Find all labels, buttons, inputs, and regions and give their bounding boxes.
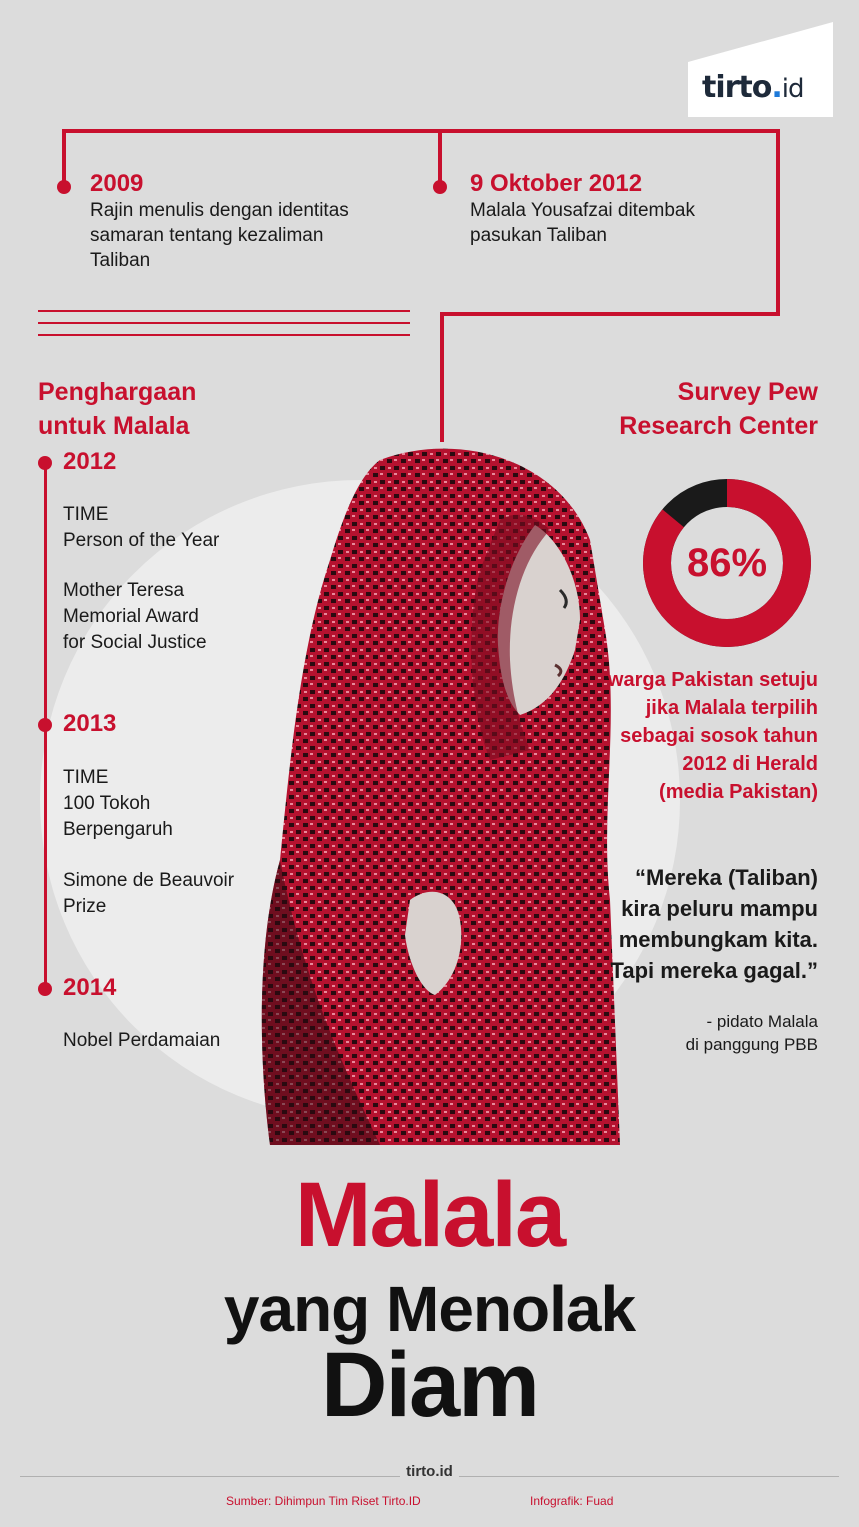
title-line-3: Diam <box>321 1334 538 1436</box>
event-desc-line: Malala Yousafzai ditembak <box>470 200 695 221</box>
award-dot-2013 <box>38 718 52 732</box>
award-dot-2012 <box>38 456 52 470</box>
survey-line: 2012 di Herald <box>682 753 818 775</box>
footer-source: Sumber: Dihimpun Tim Riset Tirto.ID <box>226 1494 421 1508</box>
divider-line <box>38 322 410 324</box>
footer-brand <box>0 1463 859 1480</box>
award-line: Memorial Award <box>63 606 199 627</box>
awards-heading-line: untuk Malala <box>38 412 190 440</box>
award-year-2012: 2012 <box>63 448 117 475</box>
tirto-logo <box>688 22 838 117</box>
event-desc-line: pasukan Taliban <box>470 225 607 246</box>
survey-donut <box>640 476 814 650</box>
quote-source-line: - pidato Malala <box>706 1012 818 1031</box>
award-block-2014 <box>63 1028 220 1054</box>
top-timeline-drop-right <box>776 129 780 314</box>
quote-source <box>560 1010 818 1056</box>
award-block-2012-a <box>63 502 219 554</box>
divider-line <box>38 334 410 336</box>
award-dot-2014 <box>38 982 52 996</box>
award-block-2013-a <box>63 765 173 843</box>
timeline-dot-2012 <box>433 180 447 194</box>
connector-vertical <box>440 312 444 442</box>
quote-line: kira peluru mampu <box>621 896 818 921</box>
award-year-2014: 2014 <box>63 974 117 1001</box>
award-line: Prize <box>63 896 107 917</box>
event-year: 9 Oktober 2012 <box>470 170 643 197</box>
divider-line <box>38 310 410 312</box>
event-2012-oct <box>470 170 770 248</box>
top-timeline-bar <box>62 129 780 133</box>
award-line: 100 Tokoh <box>63 793 151 814</box>
event-year: 2009 <box>90 170 144 197</box>
top-timeline-drop-mid <box>438 129 442 187</box>
quote-line: “Mereka (Taliban) <box>635 865 818 890</box>
title-line-2: yang Menolak <box>223 1273 636 1345</box>
quote-source-line: di panggung PBB <box>685 1035 818 1054</box>
survey-heading-line: Survey Pew <box>677 378 818 406</box>
survey-heading-line: Research Center <box>619 412 818 440</box>
survey-line: sebagai sosok tahun <box>620 725 818 747</box>
award-block-2013-b <box>63 868 234 920</box>
footer-credit: Infografik: Fuad <box>530 1494 614 1508</box>
survey-line: warga Pakistan setuju <box>607 669 818 691</box>
awards-heading <box>38 375 278 443</box>
quote-block <box>560 862 818 986</box>
award-line: Person of the Year <box>63 530 220 551</box>
event-2009 <box>90 170 420 273</box>
award-line: Mother Teresa <box>63 580 185 601</box>
event-desc-line: Taliban <box>90 250 151 271</box>
award-year-2013: 2013 <box>63 710 117 737</box>
top-timeline-drop-left <box>62 129 66 187</box>
survey-heading <box>560 375 818 443</box>
survey-line: jika Malala terpilih <box>645 697 818 719</box>
award-line: Simone de Beauvoir <box>63 870 235 891</box>
award-line: for Social Justice <box>63 632 207 653</box>
logo-text: tirto.id <box>702 70 804 105</box>
awards-heading-line: Penghargaan <box>38 378 197 406</box>
quote-line: membungkam kita. <box>618 927 818 952</box>
connector-horizontal <box>440 312 780 316</box>
award-block-2012-b <box>63 578 207 656</box>
title-line-1: Malala <box>294 1164 565 1266</box>
survey-line: (media Pakistan) <box>659 781 818 803</box>
survey-text <box>560 666 818 806</box>
award-line: TIME <box>63 504 109 525</box>
event-desc-line: Rajin menulis dengan identitas <box>90 200 349 221</box>
award-line: TIME <box>63 767 109 788</box>
quote-line: Tapi mereka gagal.” <box>610 958 818 983</box>
timeline-dot-2009 <box>57 180 71 194</box>
footer-brand-text: tirto.id <box>400 1463 459 1480</box>
donut-percent-label: 86% <box>686 541 768 585</box>
award-line: Nobel Perdamaian <box>63 1030 221 1051</box>
event-desc-line: samaran tentang kezaliman <box>90 225 324 246</box>
award-line: Berpengaruh <box>63 819 173 840</box>
